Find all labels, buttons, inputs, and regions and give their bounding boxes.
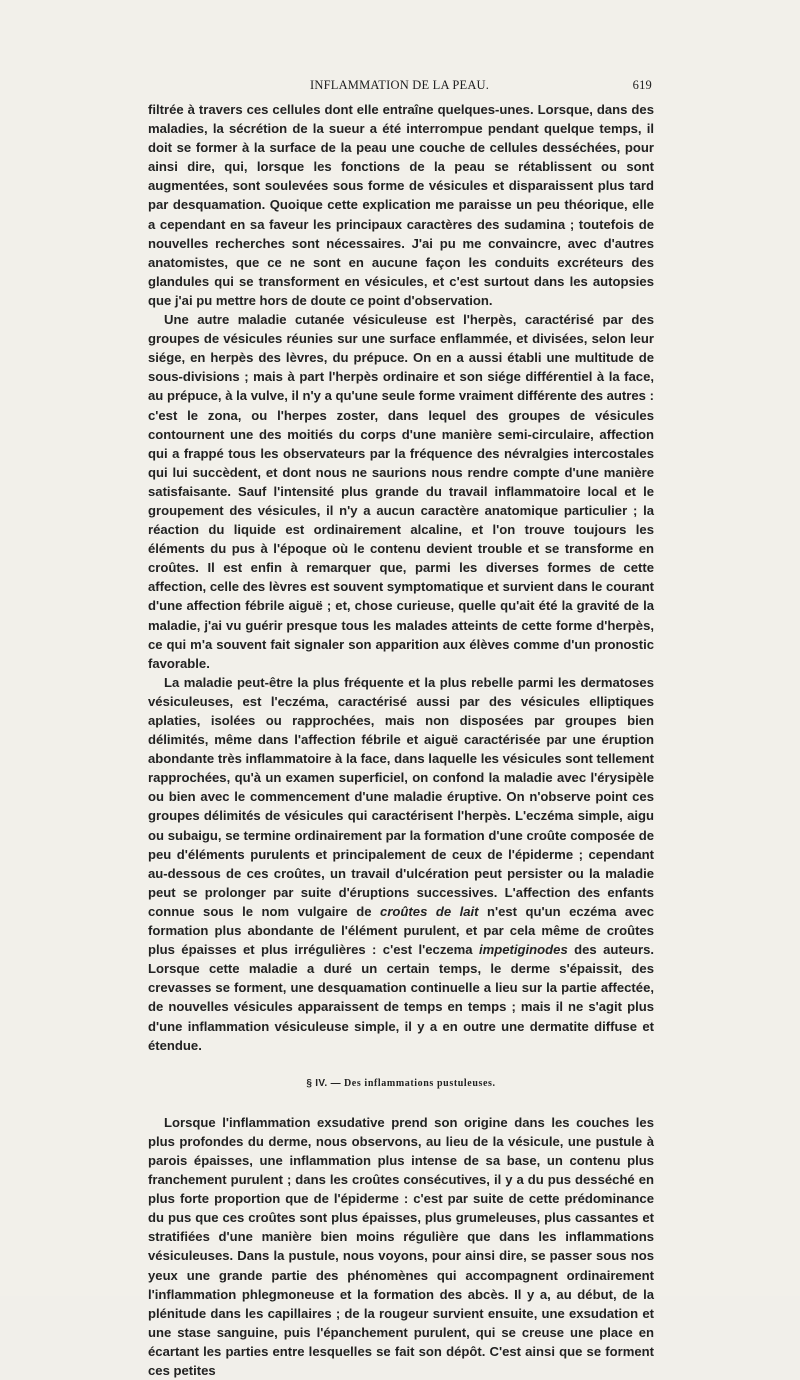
paragraph-2: [148, 310, 654, 673]
paragraph-2-text: Une autre maladie cutanée vésiculeuse est l'herpès, caractérisé par des groupes de vésicules réunies sur une surface enflammée, et divisées, selon leur siége, en herpès des lèvres, du prépuce. On en a aussi établi une multitude de sous-divisions ; mais à part l'herpès ordinaire et son siége différentiel à la face, au prépuce, à la vulve, il n'y a qu'une seule forme vraiment différente des autres : c'est le zona, ou l'herpes zoster, dans lequel des groupes de vésicules contournent une des moitiés du corps d'une manière semi-circulaire, affection qui a frappé tous les observateurs par la fréquence des névralgies intercostales qui lui succèdent, et dont nous ne saurions nous rendre compte d'une manière satisfaisante. Sauf l'intensité plus grande du travail inflammatoire local et le groupement des vésicules, il n'y a aucun caractère anatomique particulier ; la réaction du liquide est ordinairement alcaline, et l'on trouve toujours les éléments du pus à l'époque où le contenu devient trouble et se transforme en croûtes. Il est enfin à remarquer que, parmi les diverses formes de cette affection, celle des lèvres est souvent symptomatique et survient dans le courant d'une affection fébrile aiguë ; et, chose curieuse, quelle qu'ait été la gravité de la maladie, j'ai vu guérir presque tous les malades atteints de cette forme d'herpès, ce qui m'a souvent fait signaler son apparition aux élèves comme d'un pronostic favorable.: [148, 312, 654, 671]
paragraph-4: [148, 1113, 654, 1380]
paragraph-3-text-c: des auteurs. Lorsque cette maladie a duré un certain temps, le derme s'épaissit, des crevasses se forment, une desquamation continuelle a lieu sur la partie affectée, de nouvelles vésicules apparaissent de temps en temps ; mais il ne s'agit plus d'une inflammation vésiculeuse simple, il y a en outre une dermatite diffuse et étendue.: [148, 942, 655, 1053]
paragraph-1-text: filtrée à travers ces cellules dont elle entraîne quelques-unes. Lorsque, dans des maladies, la sécrétion de la sueur a été interrompue pendant quelque temps, il doit se former à la surface de la peau une couche de cellules desséchées, pour ainsi dire, qui, lorsque les fonctions de la peau se rétablissent ou sont augmentées, sont soulevées sous forme de vésicules et disparaissent plus tard par desquamation. Quoique cette explication me paraisse un peu théorique, elle a cependant en sa faveur les principaux caractères des sudamina ; toutefois de nouvelles recherches sont nécessaires. J'ai pu me convaincre, avec d'autres anatomistes, que ce ne sont en aucune façon les conduits excréteurs des glandules qui se transforment en vésicules, et c'est surtout dans les autopsies que j'ai pu mettre hors de doute ce point d'observation.: [148, 102, 654, 308]
running-title: INFLAMMATION DE LA PEAU.: [310, 78, 490, 92]
paragraph-3-text-a: La maladie peut-être la plus fréquente et la plus rebelle parmi les dermatoses vésiculeuses, est l'eczéma, caractérisé aussi par des vésicules elliptiques aplaties, isolées ou rapprochées, mais non disposées par groupes bien délimités, même dans l'affection fébrile et aiguë caractérisée par une éruption abondante très inflammatoire à la face, dans laquelle les vésicules sont tellement rapprochées, qu'à un examen superficiel, on confond la maladie avec l'érysipèle ou bien avec le commencement d'une maladie éruptive. On n'observe point ces groupes délimités de vésicules qui caractérisent l'herpès. L'eczéma simple, aigu ou subaigu, se termine ordinairement par la formation d'une croûte composée de peu d'éléments purulents et principalement de ceux de l'épiderme ; cependant au-dessous de ces croûtes, un travail d'ulcération peut persister ou la maladie peut se prolonger par suite d'éruptions successives. L'affection des enfants connue sous le nom vulgaire de: [148, 674, 654, 919]
section-heading: [148, 1074, 654, 1093]
paragraph-3-emphasis-b: impetiginodes: [478, 942, 568, 958]
paragraph-3: [148, 673, 654, 1055]
paragraph-3-emphasis-a: croûtes de lait: [380, 903, 479, 919]
section-prefix: § IV. —: [306, 1077, 341, 1089]
section-title: Des inflammations pustuleuses.: [343, 1077, 496, 1089]
paragraph-1: [148, 100, 654, 310]
paragraph-4-text: Lorsque l'inflammation exsudative prend son origine dans les couches les plus profondes du derme, nous observons, au lieu de la vésicule, une pustule à parois épaisses, une inflammation plus intense de sa base, un contenu plus franchement purulent ; dans les croûtes consécutives, il y a du pus desséché en plus forte proportion que de l'épiderme : c'est par suite de cette prédominance du pus que ces croûtes sont plus épaisses, plus grumeleuses, plus cassantes et stratifiées d'une manière bien moins régulière que dans les inflammations vésiculeuses. Dans la pustule, nous voyons, pour ainsi dire, se passer sous nos yeux une grande partie des phénomènes qui accompagnent ordinairement l'inflammation phlegmoneuse et la formation des abcès. Il y a, au début, de la plénitude dans les capillaires ; de la rougeur survient ensuite, une exsudation et une stase sanguine, puis l'épanchement purulent, qui se creuse une place en écartant les parties entre lesquelles se fait son dépôt. C'est ainsi que se forment ces petites: [148, 1114, 654, 1378]
body-text: [148, 100, 654, 1380]
paragraph-3-text-b: n'est qu'un eczéma avec formation plus abondante de l'élément purulent, et par cela même de croûtes plus épaisses et plus irrégulières : c'est l'eczema: [148, 903, 654, 958]
page-number: 619: [632, 78, 652, 92]
